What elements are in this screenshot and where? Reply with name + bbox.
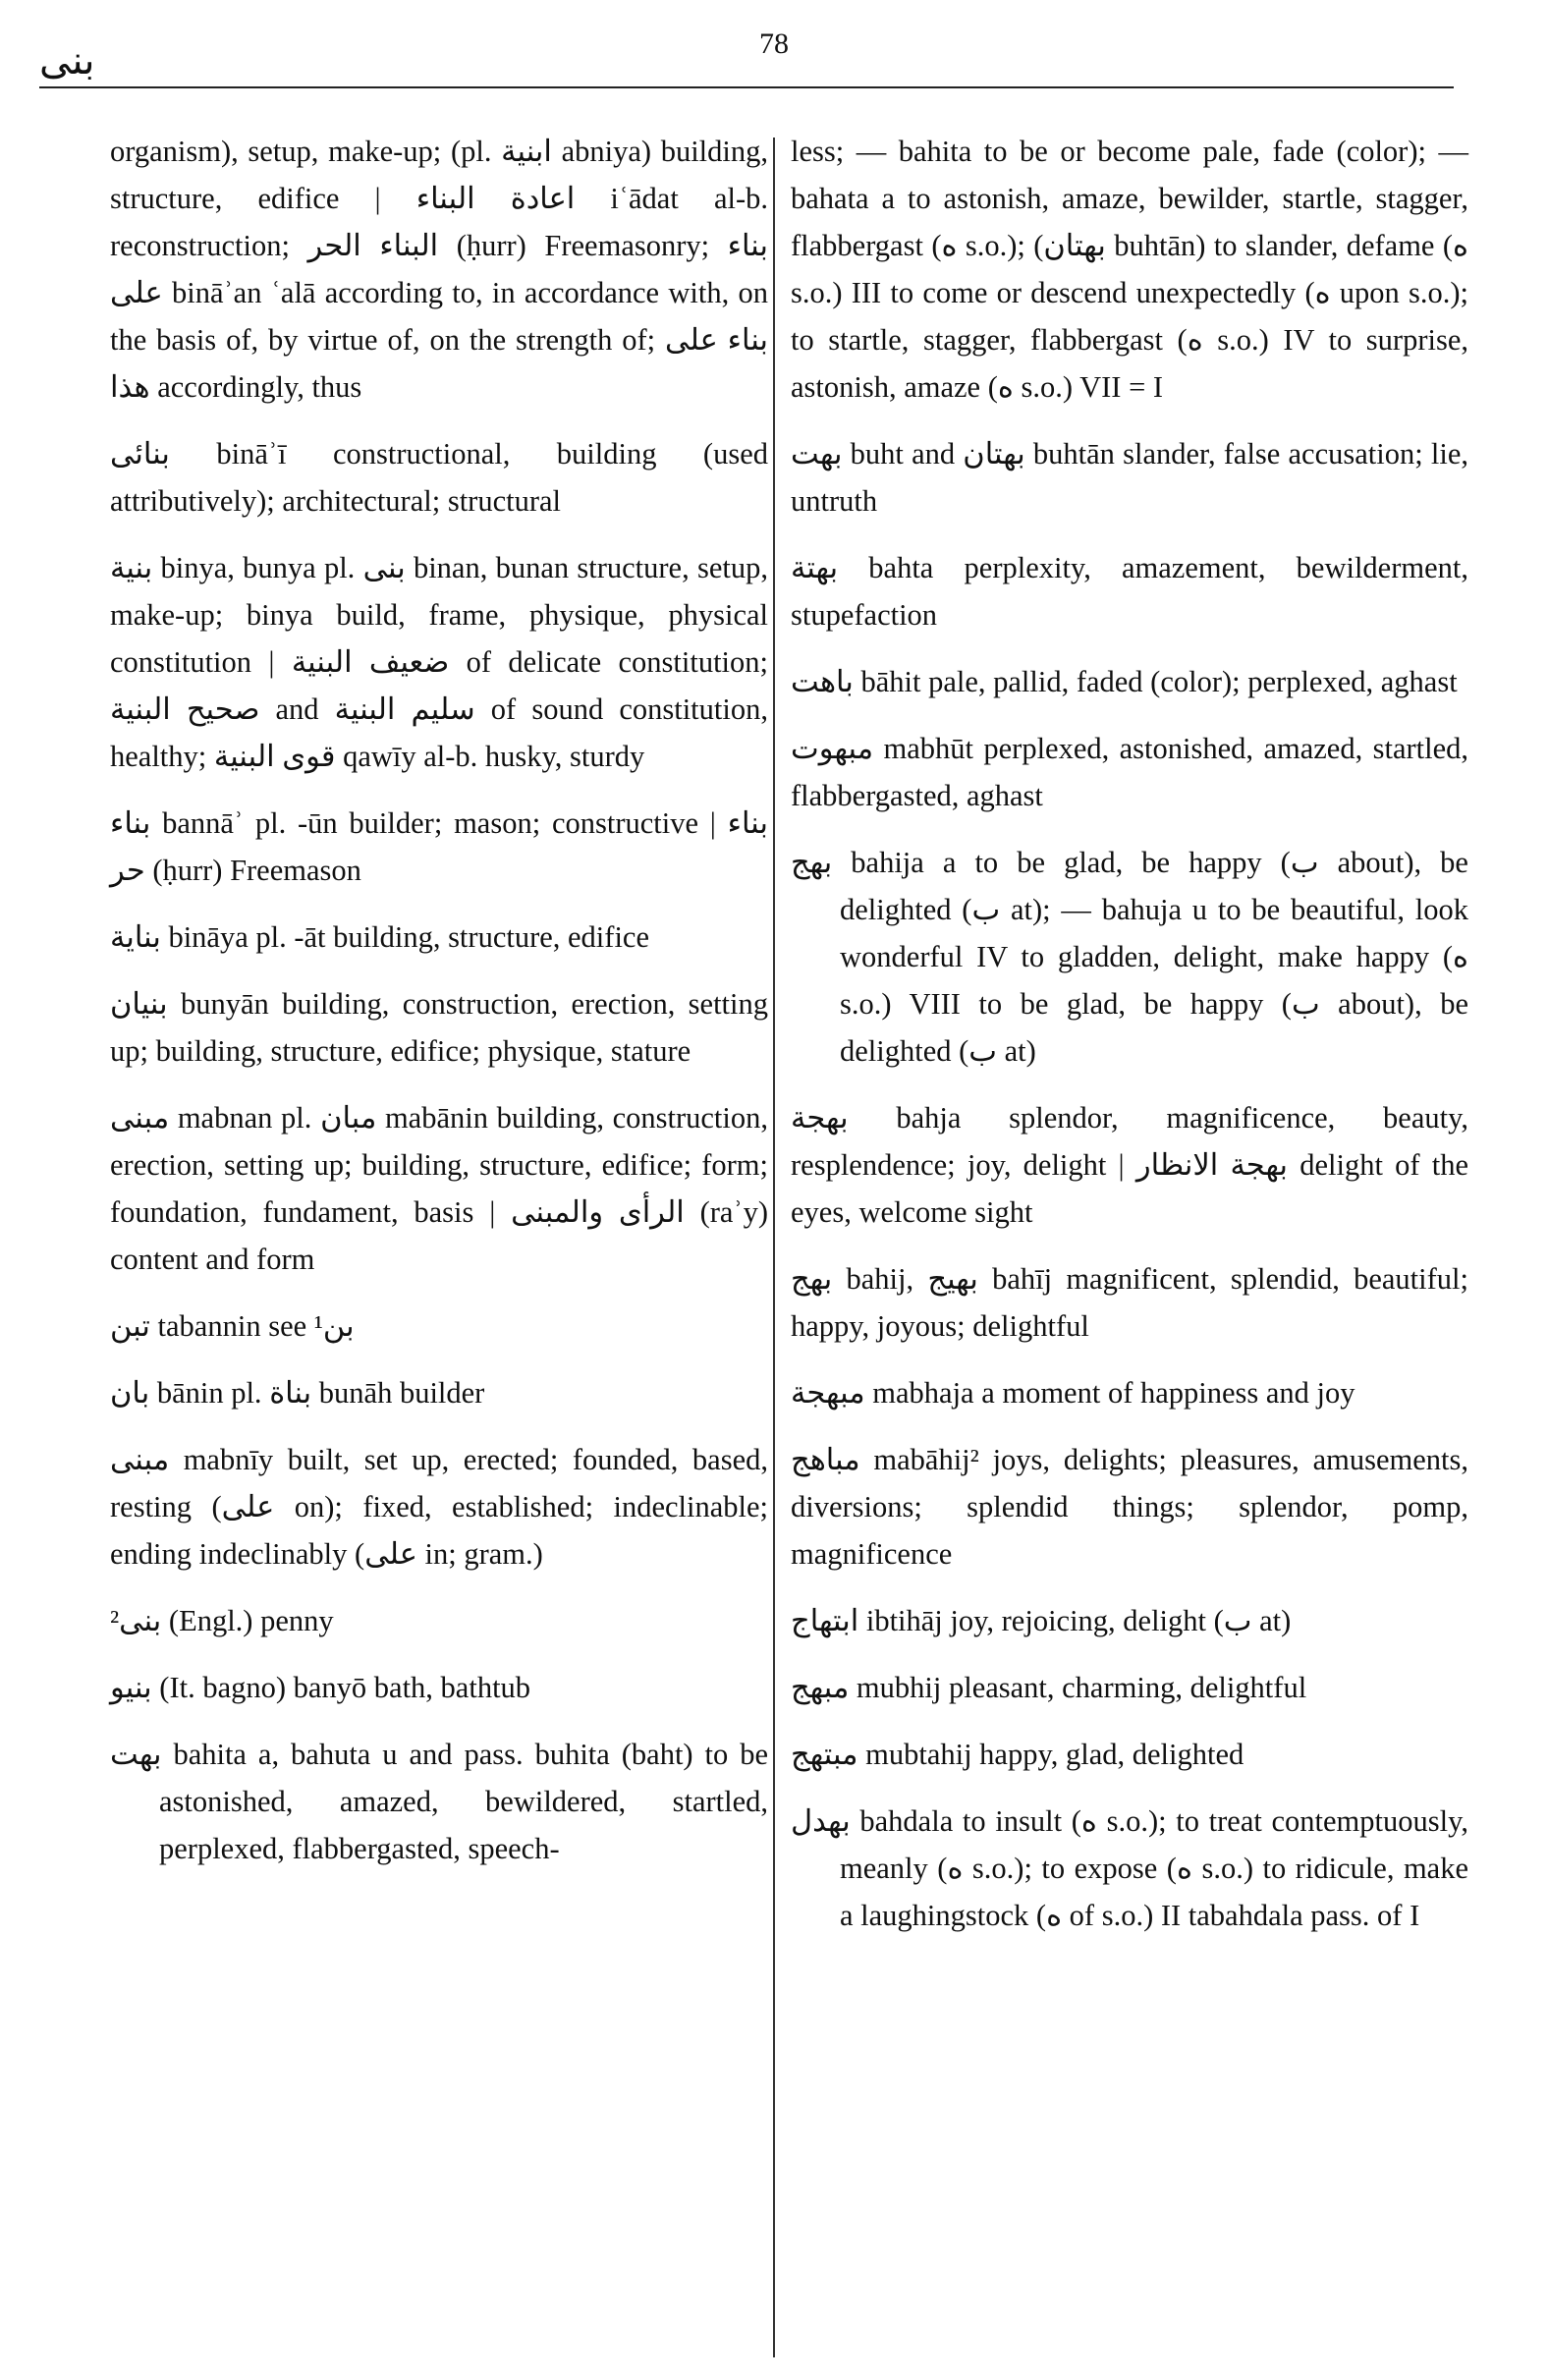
dictionary-entry: بناية bināya pl. -āt building, structure, edifice bbox=[110, 920, 649, 954]
dictionary-entry: مبهج mubhij pleasant, charming, delightful bbox=[791, 1671, 1307, 1704]
root-entry: بنيو (It. bagno) banyō bath, bathtub bbox=[110, 1671, 531, 1704]
root-entry: ²بنى (Engl.) penny bbox=[110, 1604, 334, 1637]
dictionary-entry: بهت buht and بهتان buhtān slander, false accusation; lie, untruth bbox=[791, 437, 1468, 518]
dictionary-entry: مبتهج mubtahij happy, glad, delighted bbox=[791, 1738, 1244, 1771]
dictionary-entry: مبنى mabnīy built, set up, erected; founded, based, resting (على on); fixed, established; indeclinable; ending indeclinably (على in; gram.) bbox=[110, 1443, 768, 1571]
dictionary-entry: تبن tabannin see ¹بن bbox=[110, 1309, 355, 1343]
right-column bbox=[791, 128, 1468, 1959]
root-entry: بهدل bahdala to insult (ه s.o.); to treat contemptuously, meanly (ه s.o.); to expose (ه s.o.) to ridicule, make a laughingstock (ه of s.o.) II tabahdala pass. of I bbox=[791, 1804, 1469, 1932]
dictionary-entry: بناء bannāʾ pl. -ūn builder; mason; constructive | بناء حر (ḥurr) Freemason bbox=[110, 806, 768, 887]
dictionary-entry: بنيان bunyān building, construction, erection, setting up; building, structure, edifice; physique, stature bbox=[110, 987, 768, 1068]
column-divider bbox=[773, 138, 775, 2357]
dictionary-entry: مبهوت mabhūt perplexed, astonished, amazed, startled, flabbergasted, aghast bbox=[791, 732, 1468, 812]
page-header bbox=[0, 0, 1548, 88]
dictionary-entry: بهج bahij, بهيج bahīj magnificent, splendid, beautiful; happy, joyous; delightful bbox=[791, 1262, 1468, 1343]
header-rule bbox=[39, 86, 1454, 88]
dictionary-entry: مبنى mabnan pl. مبان mabānin building, construction, erection, setting up; building, structure, edifice; form; foundation, fundament, basis | الرأى والمبنى (raʾy) content and form bbox=[110, 1101, 769, 1276]
left-column bbox=[110, 128, 768, 1892]
dictionary-entry: بهجة bahja splendor, magnificence, beauty, resplendence; joy, delight | بهجة الانظار delight of the eyes, welcome sight bbox=[791, 1101, 1468, 1229]
root-entry: بهج bahija a to be glad, be happy (ب about), be delighted (ب at); — bahuja u to be beautiful, look wonderful IV to gladden, delight, make happy (ه s.o.) VIII to be glad, be happy (ب about), be delighted (ب at) bbox=[791, 846, 1468, 1068]
dictionary-entry: بهتة bahta perplexity, amazement, bewilderment, stupefaction bbox=[791, 551, 1468, 632]
dictionary-entry: مبهجة mabhaja a moment of happiness and joy bbox=[791, 1376, 1355, 1410]
root-entry: بهت bahita a, bahuta u and pass. buhita (baht) to be astonished, amazed, bewildered, startled, perplexed, flabbergasted, speech- bbox=[110, 1738, 768, 1865]
dictionary-entry: بنائى bināʾī constructional, building (used attributively); architectural; structural bbox=[110, 437, 768, 518]
dictionary-entry: بنية binya, bunya pl. بنى binan, bunan structure, setup, make-up; binya build, frame, physique, physical constitution | ضعيف البنية of delicate constitution; صحيح البنية and سليم البنية of sound constitution, healthy; قوى البنية qawīy al-b. husky, sturdy bbox=[110, 551, 768, 773]
dictionary-entry: organism), setup, make-up; (pl. ابنية abniya) building, structure, edifice | اعادة البناء iʿādat al-b. reconstruction; البناء الحر (ḥurr) Freemasonry; بناء على bināʾan ʿalā according to, in accordance with, on the basis of, by virtue of, on the strength of; بناء على هذا accordingly, thus bbox=[110, 135, 769, 404]
dictionary-entry: بان bānin pl. بناة bunāh builder bbox=[110, 1376, 485, 1410]
page-number: 78 bbox=[759, 28, 789, 60]
dictionary-entry: باهت bāhit pale, pallid, faded (color); perplexed, aghast bbox=[791, 665, 1458, 698]
dictionary-entry: ابتهاج ibtihāj joy, rejoicing, delight (ب at) bbox=[791, 1604, 1292, 1637]
dictionary-entry: مباهج mabāhij² joys, delights; pleasures, amusements, diversions; splendid things; splendor, pomp, magnificence bbox=[791, 1443, 1468, 1571]
head-word: بنى bbox=[39, 38, 95, 83]
dictionary-entry: less; — bahita to be or become pale, fade (color); — bahata a to astonish, amaze, bewilder, startle, stagger, flabbergast (ه s.o.); (بهتان buhtān) to slander, defame (ه s.o.) III to come or descend unexpectedly (ه upon s.o.); to startle, stagger, flabbergast (ه s.o.) IV to surprise, astonish, amaze (ه s.o.) VII = I bbox=[791, 135, 1469, 404]
